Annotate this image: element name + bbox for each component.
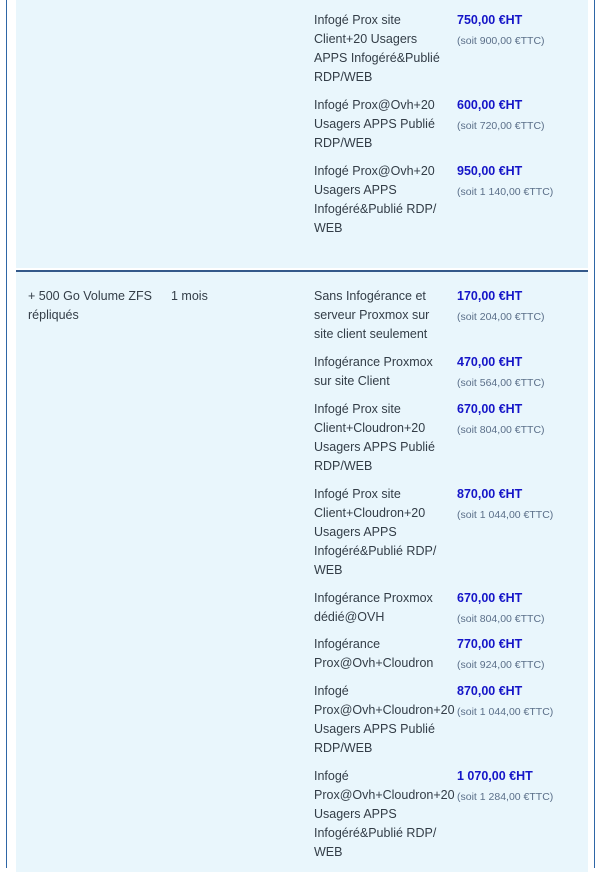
option-description: Infogé Prox@Ovh+20 Usagers APPS Publié RDP/WEB bbox=[314, 98, 435, 150]
option-price-ttc: (soit 1 044,00 €TTC) bbox=[457, 509, 554, 521]
option-price-ttc: (soit 900,00 €TTC) bbox=[457, 35, 545, 47]
option-price-ht: 1 070,00 €HT bbox=[457, 769, 533, 783]
product-row-previous bbox=[16, 0, 588, 268]
option-description: Infogérance Proxmox dédié@OVH bbox=[314, 591, 433, 624]
product-duration: 1 mois bbox=[171, 289, 208, 303]
option-description: Infogé Prox@Ovh+Cloudron+20 Usagers APPS Publié RDP/WEB bbox=[314, 684, 455, 755]
option-price-ht: 600,00 €HT bbox=[457, 98, 523, 112]
option-price-ht: 950,00 €HT bbox=[457, 164, 523, 178]
option-price-ttc: (soit 720,00 €TTC) bbox=[457, 120, 545, 132]
option-price-ht: 170,00 €HT bbox=[457, 289, 523, 303]
option-description: Infogérance Proxmox sur site Client bbox=[314, 355, 433, 388]
option-price-ht: 870,00 €HT bbox=[457, 684, 523, 698]
pricing-table bbox=[6, 0, 595, 868]
option-description: Infogé Prox site Client+20 Usagers APPS Infogéré&Publié RDP/WEB bbox=[314, 13, 440, 84]
option-price-ttc: (soit 804,00 €TTC) bbox=[457, 613, 545, 625]
option-price-ht: 770,00 €HT bbox=[457, 637, 523, 651]
option-description: Sans Infogérance et serveur Proxmox sur site client seulement bbox=[314, 289, 430, 341]
option-price-ttc: (soit 204,00 €TTC) bbox=[457, 311, 545, 323]
product-name: + 500 Go Volume ZFS répliqués bbox=[28, 289, 153, 322]
option-price-ttc: (soit 1 140,00 €TTC) bbox=[457, 186, 554, 198]
option-description: Infogé Prox site Client+Cloudron+20 Usagers APPS Publié RDP/WEB bbox=[314, 402, 435, 473]
option-description: Infogé Prox@Ovh+Cloudron+20 Usagers APPS Infogéré&Publié RDP/ WEB bbox=[314, 769, 455, 859]
option-price-ttc: (soit 1 284,00 €TTC) bbox=[457, 791, 554, 803]
option-price-ht: 470,00 €HT bbox=[457, 355, 523, 369]
option-price-ht: 670,00 €HT bbox=[457, 591, 523, 605]
option-price-ht: 870,00 €HT bbox=[457, 487, 523, 501]
option-price-ttc: (soit 804,00 €TTC) bbox=[457, 424, 545, 436]
option-description: Infogérance Prox@Ovh+Cloudron bbox=[314, 637, 434, 670]
option-price-ttc: (soit 1 044,00 €TTC) bbox=[457, 706, 554, 718]
option-description: Infogé Prox site Client+Cloudron+20 Usagers APPS Infogéré&Publié RDP/ WEB bbox=[314, 487, 437, 577]
option-price-ht: 670,00 €HT bbox=[457, 402, 523, 416]
option-description: Infogé Prox@Ovh+20 Usagers APPS Infogéré&Publié RDP/ WEB bbox=[314, 164, 437, 235]
option-price-ttc: (soit 924,00 €TTC) bbox=[457, 659, 545, 671]
option-price-ht: 750,00 €HT bbox=[457, 13, 523, 27]
product-row-zfs bbox=[16, 270, 588, 872]
option-price-ttc: (soit 564,00 €TTC) bbox=[457, 377, 545, 389]
